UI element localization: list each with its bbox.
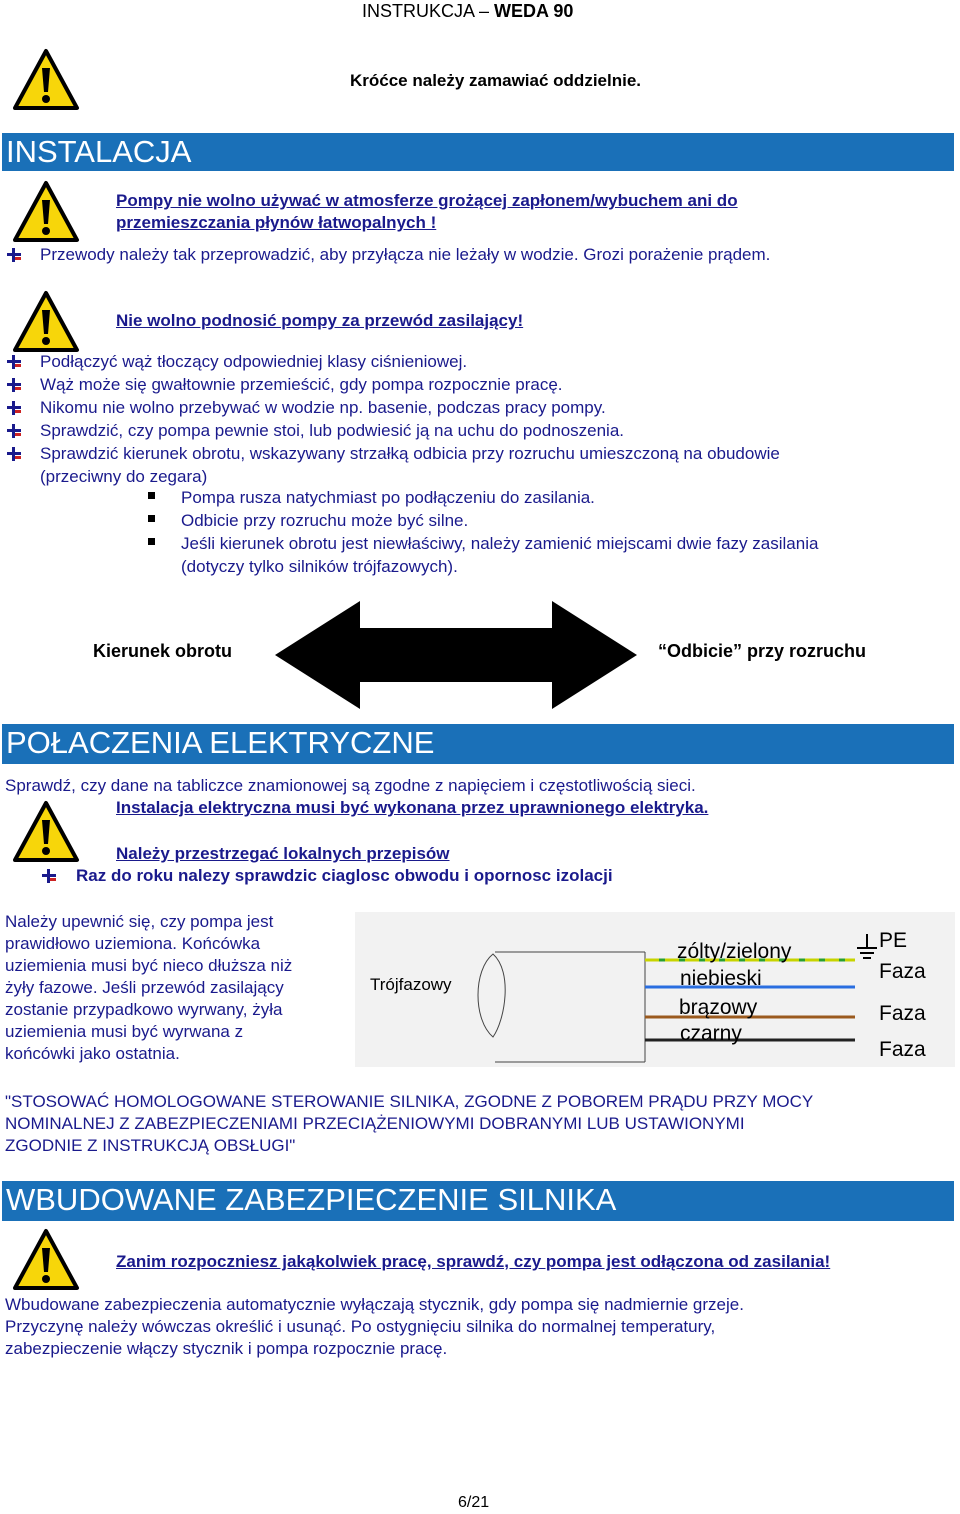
stosowac-line: ZGODNIE Z INSTRUKCJĄ OBSŁUGI" [5, 1136, 296, 1155]
wire-target: Faza [879, 960, 926, 983]
wiring-diagram [355, 912, 955, 1067]
warning-icon [12, 180, 82, 244]
installation-bullet: Podłączyć wąż tłoczący odpowiedniej klasy ciśnieniowej. [40, 352, 468, 371]
square-bullet-icon [148, 538, 155, 545]
ground-text: uziemienia musi być wyrwana z [5, 1022, 244, 1041]
page-number: 6/21 [458, 1494, 490, 1511]
arrow-right-label: “Odbicie” przy rozruchu [658, 641, 867, 661]
section-divider [2, 762, 954, 764]
square-bullet-icon [148, 515, 155, 522]
bullet-icon [7, 355, 21, 369]
section-header-zabezpieczenie: WBUDOWANE ZABEZPIECZENIE SILNIKA [2, 1181, 954, 1219]
bullet-icon [42, 869, 56, 883]
warning-icon [12, 1228, 82, 1292]
stosowac-line: NOMINALNEJ Z ZABEZPIECZENIAMI PRZECIĄŻENIOWYMI DOBRANYMI LUB USTAWIONYMI [5, 1114, 745, 1133]
installation-sub-bullet: Jeśli kierunek obrotu jest niewłaściwy, należy zamienić miejscami dwie fazy zasilania [181, 534, 819, 553]
header-model: WEDA 90 [494, 1, 574, 21]
installation-bullet: Sprawdzić kierunek obrotu, wskazywany strzałką odbicia przy rozruchu umieszczoną na obudowie [40, 444, 780, 463]
wire-label: zólty/zielony [677, 940, 792, 963]
section-header-polaczenia: POŁACZENIA ELEKTRYCZNE [2, 724, 954, 762]
installation-sub-bullet-cont: (dotyczy tylko silników trójfazowych). [181, 557, 458, 576]
warning-icon [12, 290, 82, 354]
wire-label: brązowy [679, 996, 758, 1019]
installation-sub-bullet: Pompa rusza natychmiast po podłączeniu do zasilania. [181, 488, 595, 507]
diagram-label: Trójfazowy [370, 975, 452, 994]
ground-text: zostanie przypadkowo wyrwany, żyła [5, 1000, 283, 1019]
installation-warning-line1: Pompy nie wolno używać w atmosferze grożącej zapłonem/wybuchem ani do [116, 191, 738, 210]
bullet-icon [7, 401, 21, 415]
installation-bullet-cables: Przewody należy tak przeprowadzić, aby przyłącza nie leżały w wodzie. Grozi porażenie prądem. [40, 245, 771, 264]
ground-text: końcówki jako ostatnia. [5, 1044, 180, 1063]
protection-text: Wbudowane zabezpieczenia automatycznie wyłączają stycznik, gdy pompa się nadmiernie grzeje. [5, 1295, 744, 1314]
intro-warning: Króćce należy zamawiać oddzielnie. [350, 71, 642, 90]
wire-target: Faza [879, 1038, 926, 1061]
wire-label: niebieski [680, 967, 762, 990]
protection-warning: Zanim rozpoczniesz jakąkolwiek pracę, sprawdź, czy pompa jest odłączona od zasilania! [116, 1252, 831, 1271]
bullet-icon [7, 447, 21, 461]
ground-text: żyły fazowe. Jeśli przewód zasilający [5, 978, 284, 997]
square-bullet-icon [148, 492, 155, 499]
section-header-instalacja: INSTALACJA [2, 133, 954, 171]
arrow-left-label: Kierunek obrotu [93, 641, 233, 661]
installation-sub-bullet: Odbicie przy rozruchu może być silne. [181, 511, 469, 530]
installation-warning-line2: przemieszczania płynów łatwopalnych ! [116, 213, 437, 232]
double-arrow-icon [272, 598, 640, 712]
ground-text: uziemienia musi być nieco dłuższa niż [5, 956, 293, 975]
section-divider [2, 1219, 954, 1221]
protection-text: zabezpieczenie włączy stycznik i pompa rozpocznie pracę. [5, 1339, 448, 1358]
wire-target: Faza [879, 1002, 926, 1025]
installation-bullet: Wąż może się gwałtownie przemieścić, gdy pompa rozpocznie pracę. [40, 375, 563, 394]
electrical-line2: Instalacja elektryczna musi być wykonana przez uprawnionego elektryka. [116, 798, 709, 817]
electrical-line3: Należy przestrzegać lokalnych przepisów [116, 844, 450, 863]
installation-bullet: Sprawdzić, czy pompa pewnie stoi, lub podwiesić ją na uchu do podnoszenia. [40, 421, 625, 440]
installation-warning-lift: Nie wolno podnosić pompy za przewód zasilający! [116, 311, 524, 330]
electrical-line4: Raz do roku nalezy sprawdzic ciaglosc obwodu i opornosc izolacji [76, 866, 613, 885]
stosowac-line: "STOSOWAĆ HOMOLOGOWANE STEROWANIE SILNIKA, ZGODNE Z POBOREM PRĄDU PRZY MOCY [5, 1092, 814, 1111]
header-instrukcja: INSTRUKCJA – [362, 1, 490, 21]
electrical-line1: Sprawdź, czy dane na tabliczce znamionowej są zgodne z napięciem i częstotliwością sieci. [5, 776, 696, 795]
installation-bullet: Nikomu nie wolno przebywać w wodzie np. basenie, podczas pracy pompy. [40, 398, 606, 417]
warning-icon [12, 48, 82, 112]
bullet-icon [7, 424, 21, 438]
ground-text: prawidłowo uziemiona. Końcówka [5, 934, 261, 953]
protection-text: Przyczynę należy wówczas określić i usunąć. Po ostygnięciu silnika do normalnej temperatury, [5, 1317, 716, 1336]
document-header [362, 0, 573, 22]
bullet-icon [7, 248, 21, 262]
ground-text: Należy upewnić się, czy pompa jest [5, 912, 274, 931]
wire-label: czarny [680, 1022, 742, 1045]
warning-icon [12, 800, 82, 864]
bullet-icon [7, 378, 21, 392]
wire-target: PE [879, 929, 908, 952]
installation-bullet-cont: (przeciwny do zegara) [40, 467, 208, 486]
